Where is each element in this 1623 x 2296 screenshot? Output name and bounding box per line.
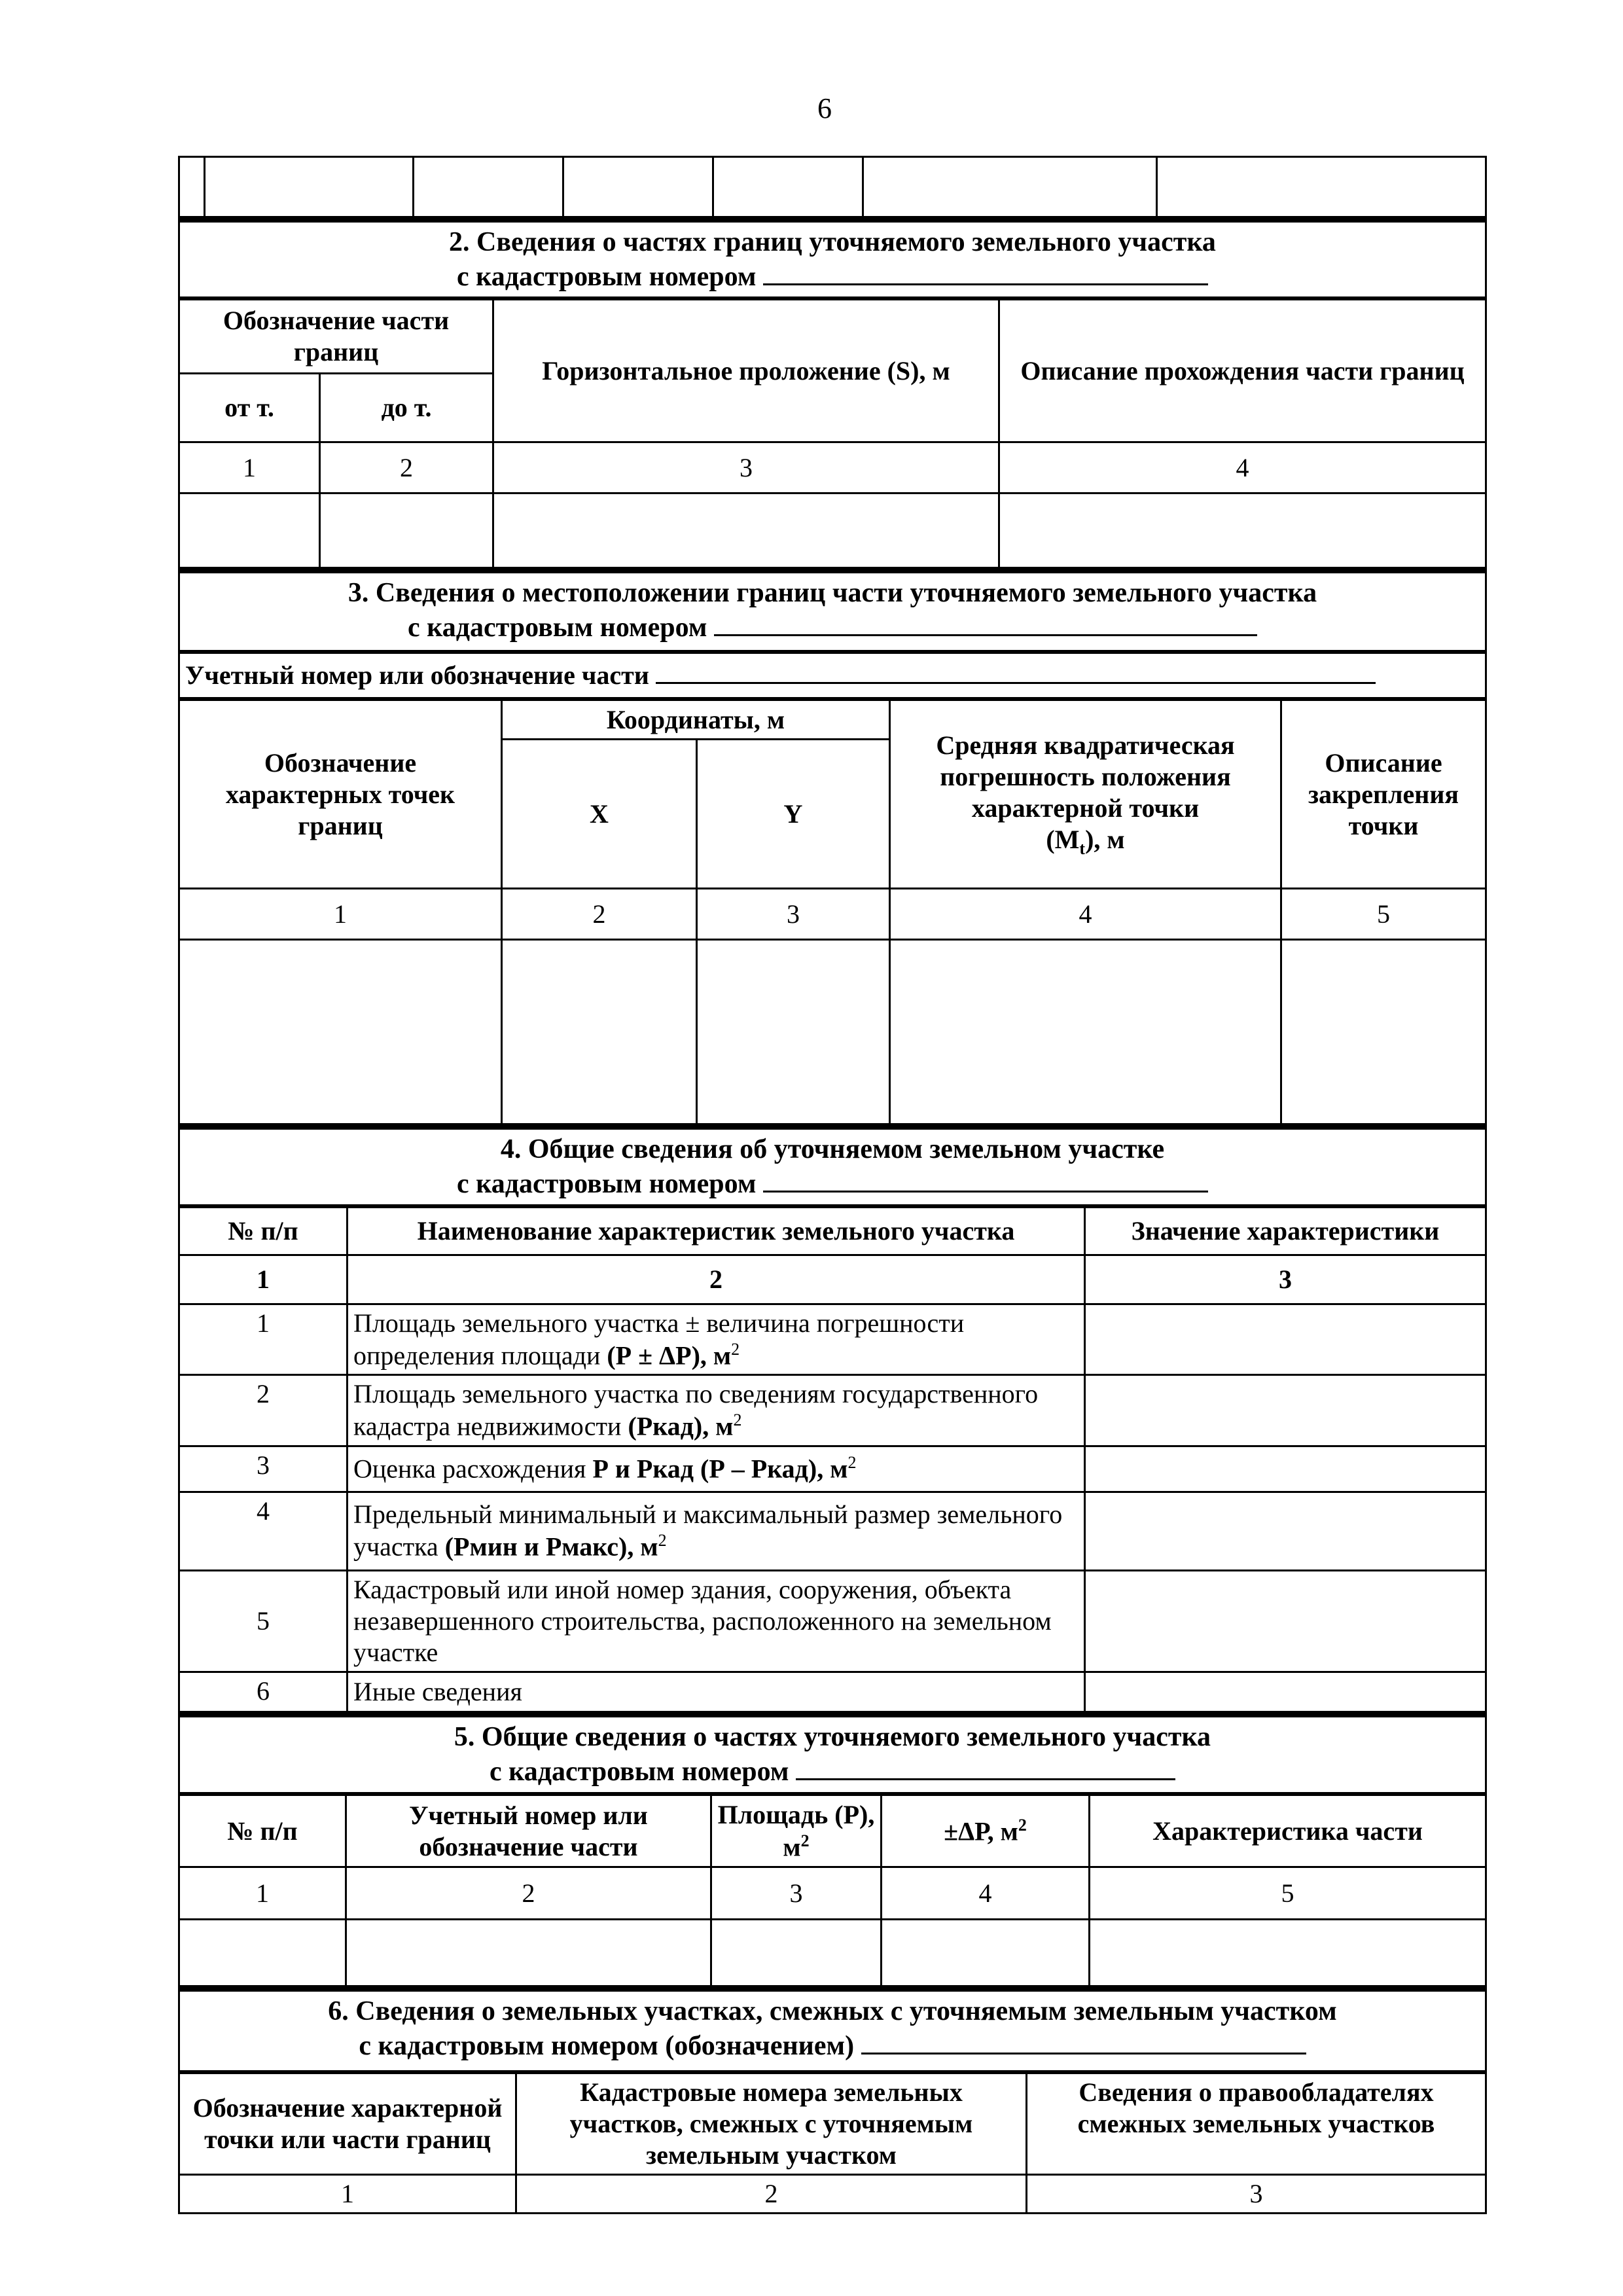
section-2-subtitle: с кадастровым номером xyxy=(457,261,757,292)
column-number: 3 xyxy=(493,442,999,493)
value-cell[interactable] xyxy=(1085,1570,1486,1672)
empty-cell[interactable] xyxy=(179,1920,346,1986)
col-point-fixing: Описание закрепления точки xyxy=(1281,700,1486,889)
col-characteristic-points: Обозначение характерных точек границ xyxy=(179,700,502,889)
empty-cell[interactable] xyxy=(179,493,320,568)
table-row: 2 Площадь земельного участка по сведениям государственного кадастра недвижимости (Ркад), $м^2$ xyxy=(179,1375,1486,1446)
col-mean-square-error: Средняя квадратическая погрешность положения характерной точки $(M_t)$, м xyxy=(890,700,1281,889)
section-6-heading xyxy=(178,1987,1487,2072)
col-adjacent-cadastral-numbers: Кадастровые номера земельных участков, смежных с уточняемым земельным участком xyxy=(516,2073,1027,2175)
column-number: 1 xyxy=(179,442,320,493)
column-number: 2 xyxy=(346,1867,711,1920)
section-4-title: 4. Общие сведения об уточняемом земельном участке xyxy=(500,1134,1165,1164)
column-number: 1 xyxy=(179,1867,346,1920)
col-characteristic-value: Значение характеристики xyxy=(1085,1208,1486,1255)
column-number: 3 xyxy=(1085,1255,1486,1304)
form-frame xyxy=(178,156,1487,2208)
col-owners: Сведения о правообладателях смежных земельных участков xyxy=(1027,2073,1486,2175)
cadastral-number-blank[interactable] xyxy=(861,2030,1306,2054)
empty-cell[interactable] xyxy=(697,940,890,1124)
section-4-table xyxy=(178,1206,1487,1713)
value-cell[interactable] xyxy=(1085,1672,1486,1712)
cadastral-number-blank[interactable] xyxy=(763,1168,1208,1193)
col-to-point: до т. xyxy=(320,374,493,442)
section-5-subtitle: с кадастровым номером xyxy=(490,1756,789,1787)
column-number: 1 xyxy=(179,889,502,940)
cadastral-number-blank[interactable] xyxy=(714,612,1257,636)
empty-cell[interactable] xyxy=(882,1920,1090,1986)
column-number: 2 xyxy=(320,442,493,493)
column-number: 5 xyxy=(1281,889,1486,940)
empty-cell[interactable] xyxy=(502,940,697,1124)
cadastral-number-blank[interactable] xyxy=(796,1756,1175,1780)
empty-cell[interactable] xyxy=(320,493,493,568)
section-2-heading xyxy=(178,218,1487,298)
value-cell[interactable] xyxy=(1085,1446,1486,1492)
section-3-subtitle: с кадастровым номером xyxy=(408,612,707,643)
part-number-label: Учетный номер или обозначение части xyxy=(185,660,649,690)
column-number: 3 xyxy=(711,1867,882,1920)
section-6-title: 6. Сведения о земельных участках, смежных с уточняемым земельным участком xyxy=(328,1996,1337,2026)
col-part-number: Учетный номер или обозначение части xyxy=(346,1795,711,1867)
col-from-point: от т. xyxy=(179,374,320,442)
section-6-subtitle: с кадастровым номером (обозначением) xyxy=(359,2030,855,2061)
part-number-blank[interactable] xyxy=(656,660,1376,684)
empty-cell[interactable] xyxy=(1281,940,1486,1124)
table-row: 4 Предельный минимальный и максимальный размер земельного участка (Рмин и Рмакс), $м^2$ xyxy=(179,1492,1486,1570)
section-3-title: 3. Сведения о местоположении границ части уточняемого земельного участка xyxy=(348,578,1317,608)
empty-cell[interactable] xyxy=(999,493,1486,568)
col-number: № п/п xyxy=(179,1208,348,1255)
col-x: X xyxy=(502,740,697,889)
table-row: 5 Кадастровый или иной номер здания, сооружения, объекта незавершенного строительства, расположенного на земельном участке xyxy=(179,1570,1486,1672)
empty-cell[interactable] xyxy=(346,1920,711,1986)
column-number: 4 xyxy=(890,889,1281,940)
col-characteristic-name: Наименование характеристик земельного участка xyxy=(348,1208,1085,1255)
empty-cell[interactable] xyxy=(179,940,502,1124)
col-y: Y xyxy=(697,740,890,889)
section-5-title: 5. Общие сведения о частях уточняемого земельного участка xyxy=(454,1722,1211,1752)
empty-cell[interactable] xyxy=(493,493,999,568)
value-cell[interactable] xyxy=(1085,1304,1486,1375)
column-number: 1 xyxy=(179,2175,516,2214)
column-number: 1 xyxy=(179,1255,348,1304)
table-row: 6 Иные сведения xyxy=(179,1672,1486,1712)
col-horizontal-length: Горизонтальное проложение (S), м xyxy=(493,300,999,442)
section-3-part-row xyxy=(178,652,1487,699)
column-number: 4 xyxy=(999,442,1486,493)
section-3-heading xyxy=(178,569,1487,652)
empty-cell[interactable] xyxy=(890,940,1281,1124)
empty-cell[interactable] xyxy=(711,1920,882,1986)
cadastral-number-blank[interactable] xyxy=(763,261,1208,285)
column-number: 2 xyxy=(502,889,697,940)
section-6-table xyxy=(178,2072,1487,2211)
col-number: № п/п xyxy=(179,1795,346,1867)
table-row: 3 Оценка расхождения Р и Ркад (Р – Ркад), $м^2$ xyxy=(179,1446,1486,1492)
section-4-heading xyxy=(178,1125,1487,1206)
col-boundary-part: Обозначение части границ xyxy=(179,300,493,374)
col-point-or-part: Обозначение характерной точки или части границ xyxy=(179,2073,516,2175)
column-number: 3 xyxy=(697,889,890,940)
column-number: 5 xyxy=(1090,1867,1486,1920)
col-area-error: ±ΔР, $м^2$ xyxy=(882,1795,1090,1867)
table-row: 1 Площадь земельного участка ± величина погрешности определения площади (Р ± ΔР), $м^2$ xyxy=(179,1304,1486,1375)
section-2-title: 2. Сведения о частях границ уточняемого земельного участка xyxy=(449,227,1216,257)
column-number: 3 xyxy=(1027,2175,1486,2214)
column-number: 4 xyxy=(882,1867,1090,1920)
section-5-heading xyxy=(178,1713,1487,1794)
col-boundary-description: Описание прохождения части границ xyxy=(999,300,1486,442)
col-coordinates: Координаты, м xyxy=(502,700,890,740)
previous-table-row xyxy=(178,156,1487,218)
section-2-table xyxy=(178,298,1487,569)
section-3-table xyxy=(178,699,1487,1125)
section-5-table xyxy=(178,1794,1487,1987)
column-number: 2 xyxy=(348,1255,1085,1304)
empty-cell[interactable] xyxy=(1090,1920,1486,1986)
section-4-subtitle: с кадастровым номером xyxy=(457,1168,757,1199)
col-part-characteristic: Характеристика части xyxy=(1090,1795,1486,1867)
page-number: 6 xyxy=(817,92,832,124)
value-cell[interactable] xyxy=(1085,1492,1486,1570)
column-number: 2 xyxy=(516,2175,1027,2214)
value-cell[interactable] xyxy=(1085,1375,1486,1446)
col-area: Площадь (Р), $м^2$ xyxy=(711,1795,882,1867)
